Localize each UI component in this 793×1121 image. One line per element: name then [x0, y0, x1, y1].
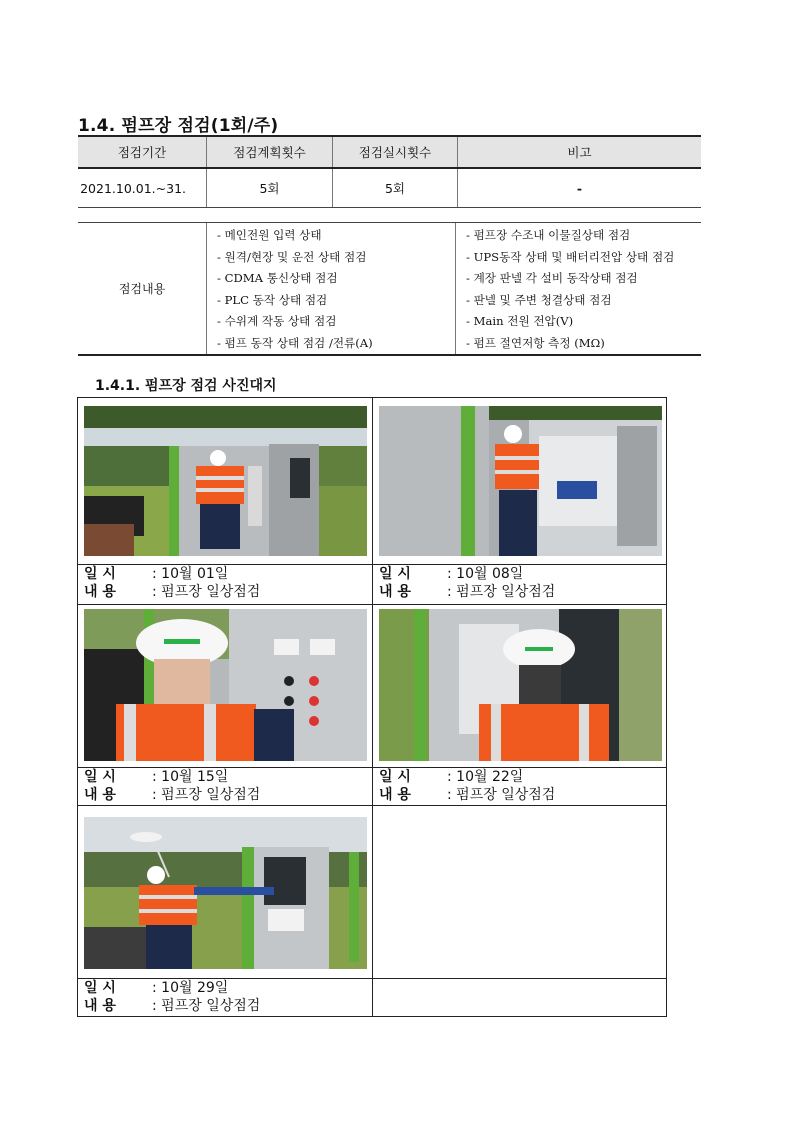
list-item: - UPS동작 상태 및 배터리전압 상태 점검 — [466, 249, 675, 264]
list-item: - 펌프장 수조내 이물질상태 점검 — [466, 228, 631, 242]
date-key: 일 시 — [379, 566, 411, 582]
photo-desc: : 펌프장 일상점검 — [447, 584, 556, 600]
list-item: - 펌프 동작 상태 점검 /전류(A) — [217, 335, 373, 350]
photo-caption-1 — [84, 565, 260, 601]
photo-date: : 10월 29일 — [152, 980, 229, 996]
date-key: 일 시 — [84, 566, 116, 582]
photo-caption-5 — [84, 979, 260, 1015]
inspection-photo-3 — [84, 609, 367, 761]
list-item: - 계장 판넬 각 설비 동작상태 점검 — [466, 271, 638, 285]
list-item: - 원격/현장 및 운전 상태 점검 — [217, 249, 367, 264]
content-key: 내 용 — [84, 584, 116, 600]
content-key: 내 용 — [379, 787, 411, 803]
photo-caption-2 — [379, 565, 555, 601]
header-actual: 점검실시횟수 — [333, 136, 458, 168]
schedule-table — [78, 135, 701, 208]
inspection-photo-2 — [379, 406, 662, 556]
inspection-photo-1 — [84, 406, 367, 556]
content-key: 내 용 — [379, 584, 411, 600]
inspection-photo-4 — [379, 609, 662, 761]
list-item: - Main 전원 전압(V) — [466, 314, 574, 328]
list-item: - CDMA 통신상태 점검 — [217, 271, 338, 285]
list-item: - PLC 동작 상태 점검 — [217, 292, 328, 307]
header-period: 점검기간 — [78, 136, 207, 168]
content-list-right — [456, 225, 701, 354]
date-key: 일 시 — [379, 769, 411, 785]
date-key: 일 시 — [84, 769, 116, 785]
photo-date: : 10월 22일 — [447, 769, 524, 785]
content-key: 내 용 — [84, 998, 116, 1014]
header-remarks: 비고 — [458, 136, 702, 168]
list-item: - 판넬 및 주변 청결상태 점검 — [466, 292, 612, 307]
cell-period: 2021.10.01.~31. — [78, 168, 207, 208]
photo-caption-3 — [84, 768, 260, 804]
inspection-photo-5 — [84, 817, 367, 969]
list-item: - 메인전원 입력 상태 — [217, 228, 322, 242]
photo-desc: : 펌프장 일상점검 — [152, 787, 261, 803]
photo-desc: : 펌프장 일상점검 — [447, 787, 556, 803]
inspection-content-table — [78, 223, 701, 356]
photo-date: : 10월 15일 — [152, 769, 229, 785]
content-key: 내 용 — [84, 787, 116, 803]
photo-grid — [77, 397, 667, 1017]
content-list-left — [207, 225, 455, 354]
photo-desc: : 펌프장 일상점검 — [152, 998, 261, 1014]
cell-planned: 5회 — [207, 168, 333, 208]
cell-remarks: - — [458, 168, 702, 208]
list-item: - 펌프 절연저항 측정 (MΩ) — [466, 335, 605, 350]
list-item: - 수위계 작동 상태 점검 — [217, 314, 337, 328]
date-key: 일 시 — [84, 980, 116, 996]
photo-date: : 10월 08일 — [447, 566, 524, 582]
photo-date: : 10월 01일 — [152, 566, 229, 582]
photo-section-title: 1.4.1. 펌프장 점검 사진대지 — [95, 378, 277, 394]
photo-caption-4 — [379, 768, 555, 804]
content-label: 점검내용 — [78, 223, 207, 355]
cell-actual: 5회 — [333, 168, 458, 208]
photo-desc: : 펌프장 일상점검 — [152, 584, 261, 600]
section-title: 1.4. 펌프장 점검(1회/주) — [78, 116, 279, 136]
header-planned: 점검계획횟수 — [207, 136, 333, 168]
